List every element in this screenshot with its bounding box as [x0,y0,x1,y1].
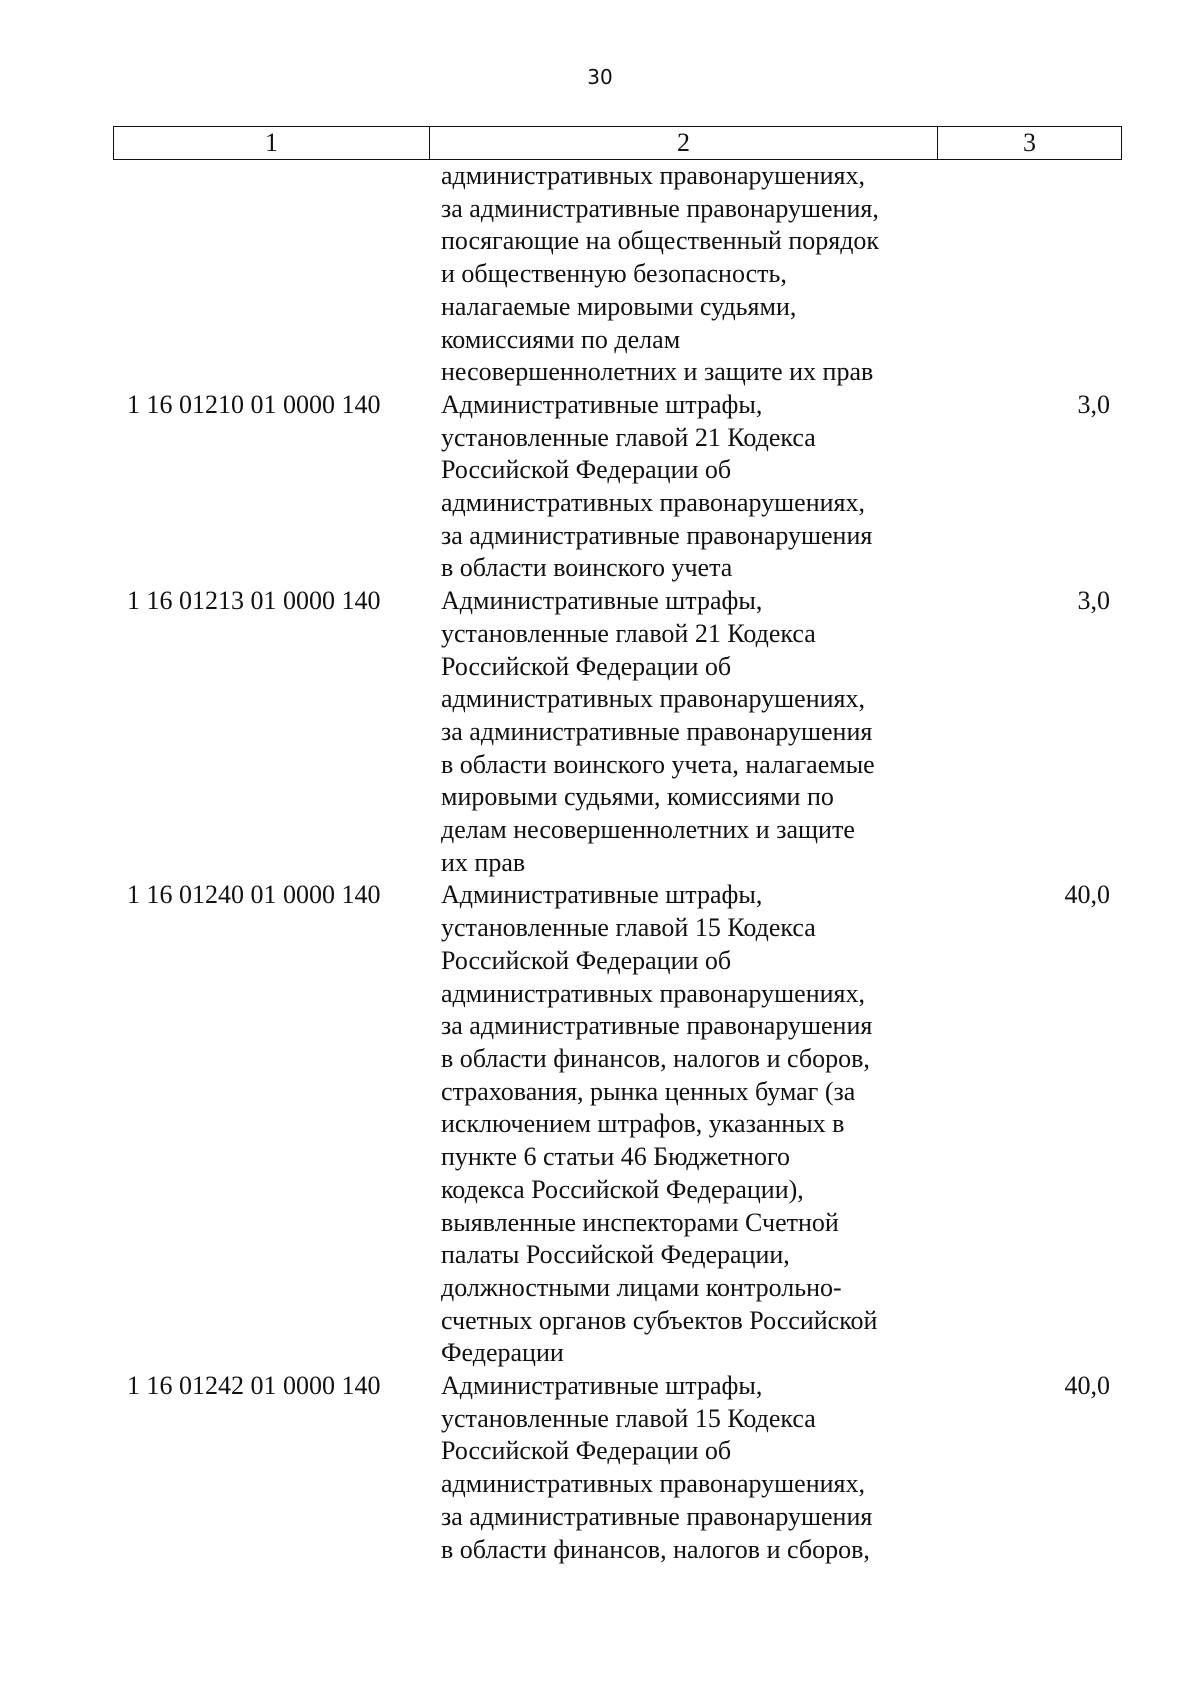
budget-code: 1 16 01242 01 0000 140 [127,1371,381,1401]
description-line: административных правонарушениях, [441,161,865,190]
description-line: делам несовершеннолетних и защите [441,815,855,845]
description-line: административных правонарушениях, [441,1469,865,1499]
description-line: Административные штрафы, [441,880,763,910]
row-description [429,879,937,1370]
amount: 40,0 [1064,1371,1110,1401]
description-line: должностными лицами контрольно- [441,1272,842,1302]
description-line: несовершеннолетних и защите их прав [441,357,874,387]
table-row [113,585,1122,879]
budget-code: 1 16 01213 01 0000 140 [127,586,381,616]
budget-code [113,160,429,389]
description-line: в области финансов, налогов и сборов, [441,1043,870,1073]
description-line: установленные главой 15 Кодекса [441,913,816,943]
description-line: кодекса Российской Федерации), [441,1174,804,1204]
description-line: административных правонарушениях, [441,488,865,518]
description-line: счетных органов субъектов Российской [441,1305,878,1335]
table-row [113,389,1122,585]
row-description [429,585,937,879]
row-description [429,1370,937,1566]
description-line: за административные правонарушения [441,1501,873,1531]
description-line: административных правонарушениях, [441,684,865,714]
description-line: установленные главой 15 Кодекса [441,1403,816,1433]
description-line: Административные штрафы, [441,1371,763,1401]
description-line: палаты Российской Федерации, [441,1240,790,1270]
description-line: и общественную безопасность, [441,259,787,289]
row-description [429,160,937,389]
description-line: Российской Федерации об [441,455,732,485]
table-header-row [113,126,1122,160]
description-line: пункте 6 статьи 46 Бюджетного [441,1142,790,1172]
description-line: установленные главой 21 Кодекса [441,618,816,648]
description-line: административных правонарушениях, [441,978,865,1008]
amount: 40,0 [1064,880,1110,910]
description-line: налагаемые мировыми судьями, [441,291,797,321]
description-line: Административные штрафы, [441,389,763,419]
description-line: Российской Федерации об [441,1436,732,1466]
description-line: за административные правонарушения [441,1011,873,1041]
description-line: выявленные инспекторами Счетной [441,1207,839,1237]
description-line: их прав [441,847,526,877]
description-line: Российской Федерации об [441,945,732,975]
description-line: страхования, рынка ценных бумаг (за [441,1076,856,1106]
description-line: Российской Федерации об [441,651,732,681]
description-line: в области воинского учета [441,553,733,583]
budget-code: 1 16 01210 01 0000 140 [127,389,381,419]
page-number: 30 [587,65,613,89]
row-description [429,389,937,585]
description-line: посягающие на общественный порядок [441,226,880,256]
amount [937,160,1122,389]
column-header-2: 2 [430,127,938,159]
amount: 3,0 [1077,389,1110,419]
column-header-1: 1 [114,127,430,159]
description-line: за административные правонарушения, [441,193,879,223]
column-header-3: 3 [1023,128,1036,157]
description-line: Федерации [441,1338,564,1368]
description-line: за административные правонарушения [441,520,873,550]
table-body [113,160,1122,1566]
description-line: комиссиями по делам [441,324,681,354]
description-line: установленные главой 21 Кодекса [441,422,816,452]
amount: 3,0 [1077,586,1110,616]
description-line: исключением штрафов, указанных в [441,1109,845,1139]
description-line: в области воинского учета, налагаемые [441,749,875,779]
table-row [113,160,1122,389]
description-line: за административные правонарушения [441,716,873,746]
table-row [113,1370,1122,1566]
description-line: Административные штрафы, [441,586,763,616]
description-line: мировыми судьями, комиссиями по [441,782,834,812]
table-row [113,879,1122,1370]
description-line: в области финансов, налогов и сборов, [441,1534,870,1564]
budget-code: 1 16 01240 01 0000 140 [127,880,381,910]
